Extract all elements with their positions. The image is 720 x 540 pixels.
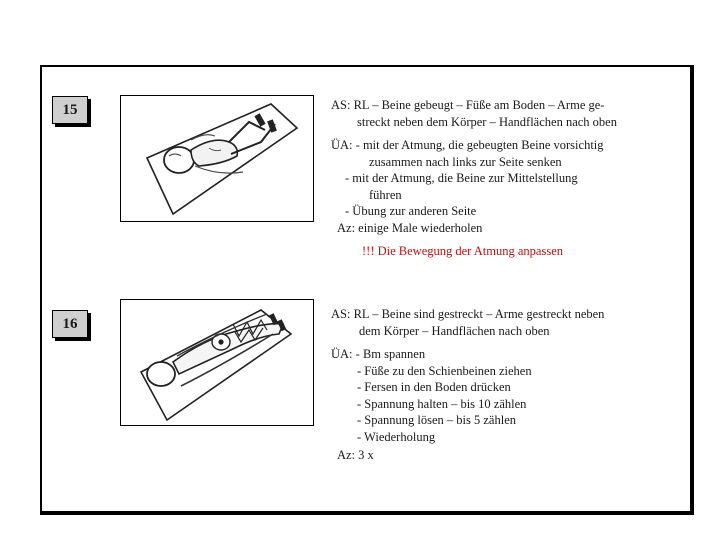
exercise-15-ua [331, 137, 604, 220]
exercise-16-ua-line: - Wiederholung [357, 429, 436, 444]
exercise-15-ua-line: führen [369, 187, 402, 202]
exercise-15-ua-line: zusammen nach links zur Seite senken [369, 154, 562, 169]
exercise-16-as-line2: dem Körper – Handflächen nach oben [359, 323, 550, 338]
exercise-15-ua-line: - mit der Atmung, die Beine zur Mittelstellung [345, 171, 578, 186]
exercise-16-ua [331, 346, 532, 446]
exercise-16-number: 16 [52, 310, 88, 338]
exercise-15-az: Az: einige Male wiederholen [337, 221, 483, 235]
exercise-16-ua-line: - Spannung halten – bis 10 zählen [357, 396, 527, 411]
exercise-16-as [331, 306, 604, 339]
exercise-15-ua-line: - Übung zur anderen Seite [345, 204, 477, 219]
exercise-15-illustration [120, 95, 314, 222]
exercise-15-as [331, 97, 617, 130]
figure-bent-knees-illustration [121, 96, 313, 221]
exercise-15-ua-line: ÜA: - mit der Atmung, die gebeugten Beine vorsichtig [331, 138, 604, 152]
exercise-15-as-line2: streckt neben dem Körper – Handflächen nach oben [357, 114, 617, 129]
exercise-16-as-line1: AS: RL – Beine sind gestreckt – Arme gestreckt neben [331, 307, 605, 321]
exercise-15-number: 15 [52, 96, 88, 124]
exercise-16-ua-line: - Fersen in den Boden drücken [357, 380, 511, 395]
exercise-16-az: Az: 3 x [337, 448, 374, 462]
exercise-16-ua-line: ÜA: - Bm spannen [331, 347, 426, 361]
exercise-16-ua-line: - Füße zu den Schienbeinen ziehen [357, 363, 532, 378]
exercise-15-as-line1: AS: RL – Beine gebeugt – Füße am Boden – Arme ge- [331, 98, 605, 112]
exercise-16-ua-line: - Spannung lösen – bis 5 zählen [357, 413, 517, 428]
figure-lying-straight-illustration [121, 300, 313, 425]
exercise-16-illustration [120, 299, 314, 426]
exercise-15-warning: !!! Die Bewegung der Atmung anpassen [362, 244, 563, 258]
